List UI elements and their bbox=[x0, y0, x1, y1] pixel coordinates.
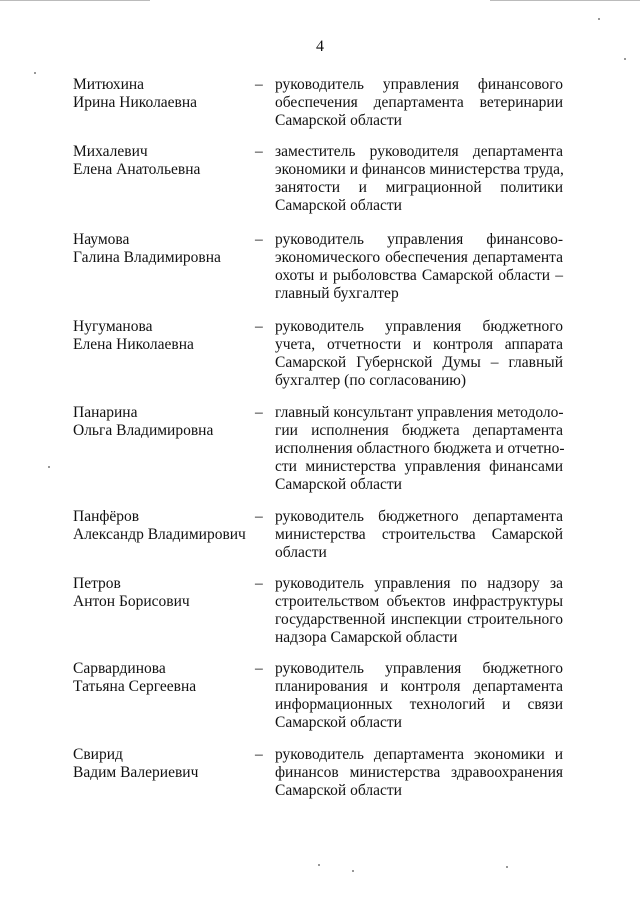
position-line: гии исполнения бюджета департамента bbox=[275, 422, 563, 439]
position-line: руководитель управления по надзору за bbox=[275, 575, 563, 592]
position-line: министерства строительства Самарской bbox=[275, 526, 563, 543]
person-name bbox=[73, 318, 253, 354]
dash-separator: – bbox=[255, 404, 263, 421]
given-names: Ирина Николаевна bbox=[73, 94, 198, 111]
dash-separator: – bbox=[255, 746, 263, 763]
position-line: обеспечения департамента ветеринарии bbox=[275, 94, 563, 111]
surname: Панарина bbox=[73, 404, 138, 421]
surname: Наумова bbox=[73, 231, 130, 248]
position-line: Самарской области bbox=[275, 197, 402, 214]
surname: Нугуманова bbox=[73, 318, 153, 335]
position-line: области bbox=[275, 544, 327, 561]
scan-speck bbox=[34, 72, 36, 74]
position-description bbox=[275, 318, 563, 390]
position-description bbox=[275, 508, 563, 562]
given-names: Антон Борисович bbox=[73, 593, 190, 610]
person-name bbox=[73, 404, 253, 440]
scan-edge-left bbox=[0, 0, 150, 1]
dash-separator: – bbox=[255, 143, 263, 160]
person-name bbox=[73, 660, 253, 696]
position-line: руководитель бюджетного департамента bbox=[275, 508, 563, 525]
dash-separator: – bbox=[255, 231, 263, 248]
dash-separator: – bbox=[255, 76, 263, 93]
surname: Свирид bbox=[73, 746, 123, 763]
position-line: Самарской области bbox=[275, 112, 402, 129]
position-line: Самарской Губернской Думы – главный bbox=[275, 354, 563, 371]
position-description bbox=[275, 404, 563, 494]
given-names: Елена Анатольевна bbox=[73, 161, 201, 178]
scan-speck bbox=[624, 58, 626, 60]
position-line: заместитель руководителя департамента bbox=[275, 143, 563, 160]
position-line: планирования и контроля департамента bbox=[275, 678, 563, 695]
position-line: бухгалтер (по согласованию) bbox=[275, 372, 467, 389]
position-line: надзора Самарской области bbox=[275, 629, 458, 646]
given-names: Елена Николаевна bbox=[73, 336, 194, 353]
position-line: Самарской области bbox=[275, 782, 402, 799]
surname: Михалевич bbox=[73, 143, 148, 160]
position-description bbox=[275, 746, 563, 800]
scan-edge-right bbox=[490, 0, 640, 1]
position-description bbox=[275, 76, 563, 130]
position-line: охоты и рыболовства Самарской области – bbox=[275, 267, 563, 284]
person-name bbox=[73, 231, 253, 267]
person-name bbox=[73, 143, 253, 179]
position-line: строительством объектов инфраструктуры bbox=[275, 593, 563, 610]
position-line: экономического обеспечения департамента bbox=[275, 249, 563, 266]
position-line: руководитель управления бюджетного bbox=[275, 660, 563, 677]
given-names: Александр Владимирович bbox=[73, 526, 246, 543]
position-description bbox=[275, 660, 563, 732]
position-line: занятости и миграционной политики bbox=[275, 179, 563, 196]
position-line: руководитель управления бюджетного bbox=[275, 318, 563, 335]
scan-speck bbox=[598, 18, 600, 20]
position-description bbox=[275, 575, 563, 647]
dash-separator: – bbox=[255, 575, 263, 592]
position-line: руководитель департамента экономики и bbox=[275, 746, 563, 763]
given-names: Татьяна Сергеевна bbox=[73, 678, 197, 695]
dash-separator: – bbox=[255, 508, 263, 525]
position-description bbox=[275, 143, 563, 215]
page-number: 4 bbox=[316, 38, 324, 55]
scan-speck bbox=[318, 864, 320, 866]
person-name bbox=[73, 746, 253, 782]
surname: Митюхина bbox=[73, 76, 145, 93]
scan-speck bbox=[352, 870, 354, 872]
position-line: главный консультант управления методоло- bbox=[275, 404, 564, 421]
given-names: Вадим Валериевич bbox=[73, 764, 199, 781]
person-name bbox=[73, 76, 253, 112]
position-line: главный бухгалтер bbox=[275, 285, 399, 302]
position-line: государственной инспекции строительного bbox=[275, 611, 563, 628]
position-line: руководитель управления финансово- bbox=[275, 231, 563, 248]
dash-separator: – bbox=[255, 660, 263, 677]
position-description bbox=[275, 231, 563, 303]
position-line: Самарской области bbox=[275, 476, 402, 493]
position-line: сти министерства управления финансами bbox=[275, 458, 563, 475]
person-name bbox=[73, 575, 253, 611]
surname: Петров bbox=[73, 575, 121, 592]
position-line: финансов министерства здравоохранения bbox=[275, 764, 563, 781]
dash-separator: – bbox=[255, 318, 263, 335]
position-line: Самарской области bbox=[275, 714, 402, 731]
given-names: Галина Владимировна bbox=[73, 249, 221, 266]
surname: Сарвардинова bbox=[73, 660, 166, 677]
position-line: учета, отчетности и контроля аппарата bbox=[275, 336, 563, 353]
position-line: руководитель управления финансового bbox=[275, 76, 563, 93]
scan-speck bbox=[506, 866, 508, 868]
position-line: исполнения областного бюджета и отчетно- bbox=[275, 440, 565, 457]
scan-speck bbox=[48, 466, 50, 468]
given-names: Ольга Владимировна bbox=[73, 422, 214, 439]
person-name bbox=[73, 508, 253, 544]
surname: Панфёров bbox=[73, 508, 140, 525]
position-line: экономики и финансов министерства труда, bbox=[275, 161, 564, 178]
position-line: информационных технологий и связи bbox=[275, 696, 563, 713]
